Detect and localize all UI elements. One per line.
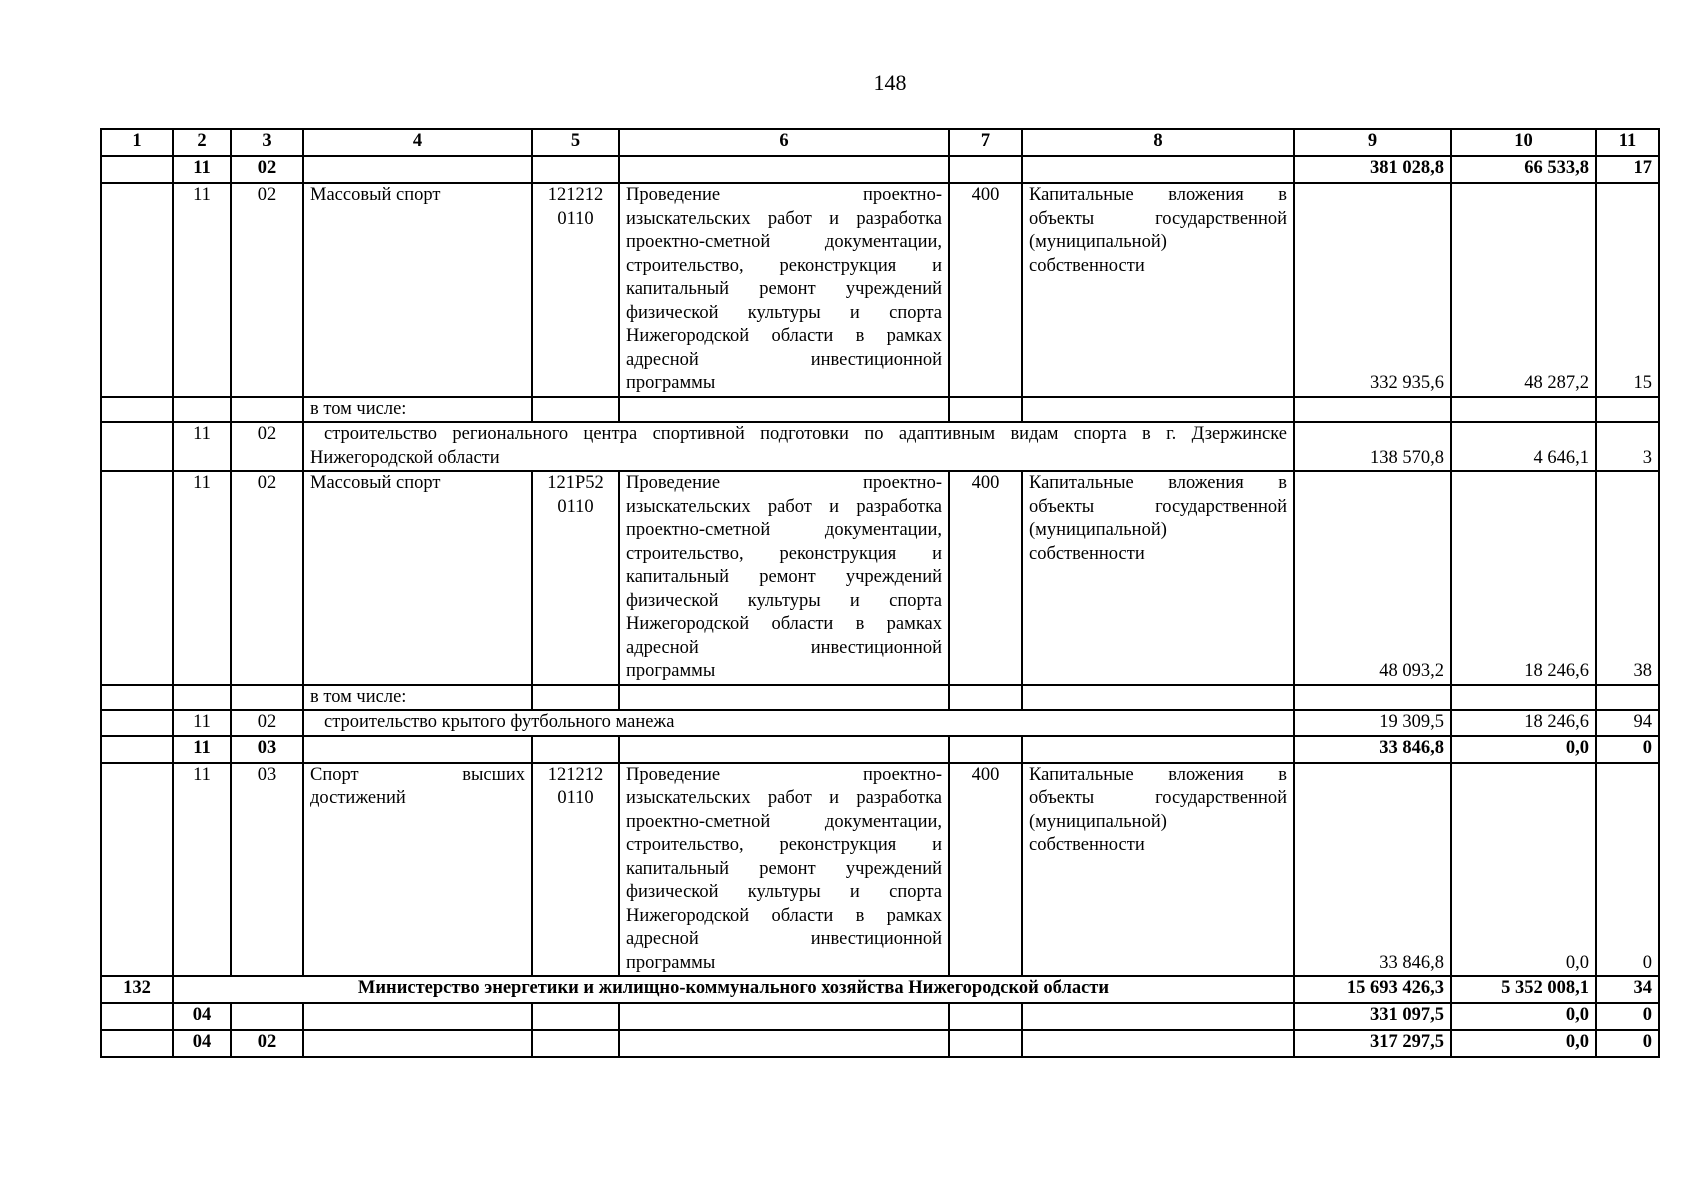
amount-cell: 0,0 [1451, 736, 1596, 763]
subsection-name: Спорт высших достижений [303, 763, 532, 977]
subsection-code: 02 [231, 471, 303, 685]
table-row [101, 156, 1659, 183]
header-cell: 4 [303, 129, 532, 156]
description-cell: Проведение проектно- изыскательских работ и разработка проектно-сметной документации, строительство, реконструкция и капитальный ремонт учреждений физической культуры и спорта Нижегородской области в рамках адресной инвестиционной программы [619, 471, 949, 685]
table-row [101, 183, 1659, 397]
amount-cell: 19 309,5 [1294, 710, 1451, 736]
header-cell: 1 [101, 129, 173, 156]
section-code: 11 [173, 156, 231, 183]
subsection-code: 02 [231, 1030, 303, 1057]
object-name: строительство крытого футбольного манежа [303, 710, 1294, 736]
table-row [101, 710, 1659, 736]
subsection-code: 03 [231, 736, 303, 763]
section-code: 04 [173, 1030, 231, 1057]
amount-cell: 18 246,6 [1451, 710, 1596, 736]
header-cell: 3 [231, 129, 303, 156]
amount-cell: 3 [1596, 422, 1659, 471]
amount-cell: 0 [1596, 1003, 1659, 1030]
amount-cell: 138 570,8 [1294, 422, 1451, 471]
amount-cell: 66 533,8 [1451, 156, 1596, 183]
table-row [101, 1003, 1659, 1030]
amount-cell: 0 [1596, 763, 1659, 977]
section-code: 11 [173, 422, 231, 471]
header-cell: 7 [949, 129, 1022, 156]
table-header-row [101, 129, 1659, 156]
section-code: 11 [173, 736, 231, 763]
page-number: 148 [873, 70, 907, 95]
subsection-name: Массовый спорт [303, 471, 532, 685]
budget-table [100, 128, 1660, 1058]
object-name: строительство регионального центра спортивной подготовки по адаптивным видам спорта в г. Дзержинске Нижегородской области [303, 422, 1294, 471]
amount-cell: 34 [1596, 976, 1659, 1003]
amount-cell: 317 297,5 [1294, 1030, 1451, 1057]
header-cell: 6 [619, 129, 949, 156]
amount-cell: 38 [1596, 471, 1659, 685]
expense-type-name: Капитальные вложения в объекты государственной (муниципальной) собственности [1022, 471, 1294, 685]
header-cell: 8 [1022, 129, 1294, 156]
table-row [101, 763, 1659, 977]
target-article: 121Р52 0110 [532, 471, 619, 685]
subsection-code: 02 [231, 422, 303, 471]
amount-cell: 381 028,8 [1294, 156, 1451, 183]
amount-cell: 33 846,8 [1294, 736, 1451, 763]
table-row [101, 422, 1659, 471]
including-label: в том числе: [303, 397, 532, 423]
amount-cell: 48 093,2 [1294, 471, 1451, 685]
amount-cell: 0,0 [1451, 1030, 1596, 1057]
subsection-code: 02 [231, 156, 303, 183]
amount-cell: 0,0 [1451, 1003, 1596, 1030]
amount-cell: 0,0 [1451, 763, 1596, 977]
amount-cell: 331 097,5 [1294, 1003, 1451, 1030]
amount-cell: 332 935,6 [1294, 183, 1451, 397]
header-cell: 11 [1596, 129, 1659, 156]
table-row [101, 736, 1659, 763]
expense-type-name: Капитальные вложения в объекты государственной (муниципальной) собственности [1022, 763, 1294, 977]
section-code: 11 [173, 471, 231, 685]
amount-cell: 15 [1596, 183, 1659, 397]
table-row [101, 685, 1659, 711]
subsection-code: 02 [231, 710, 303, 736]
description-cell: Проведение проектно- изыскательских работ и разработка проектно-сметной документации, строительство, реконструкция и капитальный ремонт учреждений физической культуры и спорта Нижегородской области в рамках адресной инвестиционной программы [619, 763, 949, 977]
description-cell: Проведение проектно- изыскательских работ и разработка проектно-сметной документации, строительство, реконструкция и капитальный ремонт учреждений физической культуры и спорта Нижегородской области в рамках адресной инвестиционной программы [619, 183, 949, 397]
expense-type: 400 [949, 471, 1022, 685]
section-code: 04 [173, 1003, 231, 1030]
amount-cell: 0 [1596, 736, 1659, 763]
subsection-code: 02 [231, 183, 303, 397]
amount-cell: 48 287,2 [1451, 183, 1596, 397]
target-article: 121212 0110 [532, 763, 619, 977]
header-cell: 2 [173, 129, 231, 156]
subsection-code: 03 [231, 763, 303, 977]
amount-cell: 18 246,6 [1451, 471, 1596, 685]
amount-cell: 5 352 008,1 [1451, 976, 1596, 1003]
header-cell: 10 [1451, 129, 1596, 156]
section-code: 11 [173, 710, 231, 736]
expense-type: 400 [949, 183, 1022, 397]
header-cell: 5 [532, 129, 619, 156]
amount-cell: 0 [1596, 1030, 1659, 1057]
ministry-name: Министерство энергетики и жилищно-коммунального хозяйства Нижегородской области [173, 976, 1294, 1003]
section-code: 11 [173, 763, 231, 977]
table-row [101, 397, 1659, 423]
expense-type: 400 [949, 763, 1022, 977]
amount-cell: 4 646,1 [1451, 422, 1596, 471]
subsection-name: Массовый спорт [303, 183, 532, 397]
amount-cell: 94 [1596, 710, 1659, 736]
table-row [101, 1030, 1659, 1057]
amount-cell: 33 846,8 [1294, 763, 1451, 977]
target-article: 121212 0110 [532, 183, 619, 397]
header-cell: 9 [1294, 129, 1451, 156]
ministry-code: 132 [101, 976, 173, 1003]
amount-cell: 15 693 426,3 [1294, 976, 1451, 1003]
table-row [101, 471, 1659, 685]
amount-cell: 17 [1596, 156, 1659, 183]
expense-type-name: Капитальные вложения в объекты государственной (муниципальной) собственности [1022, 183, 1294, 397]
including-label: в том числе: [303, 685, 532, 711]
section-code: 11 [173, 183, 231, 397]
table-row [101, 976, 1659, 1003]
